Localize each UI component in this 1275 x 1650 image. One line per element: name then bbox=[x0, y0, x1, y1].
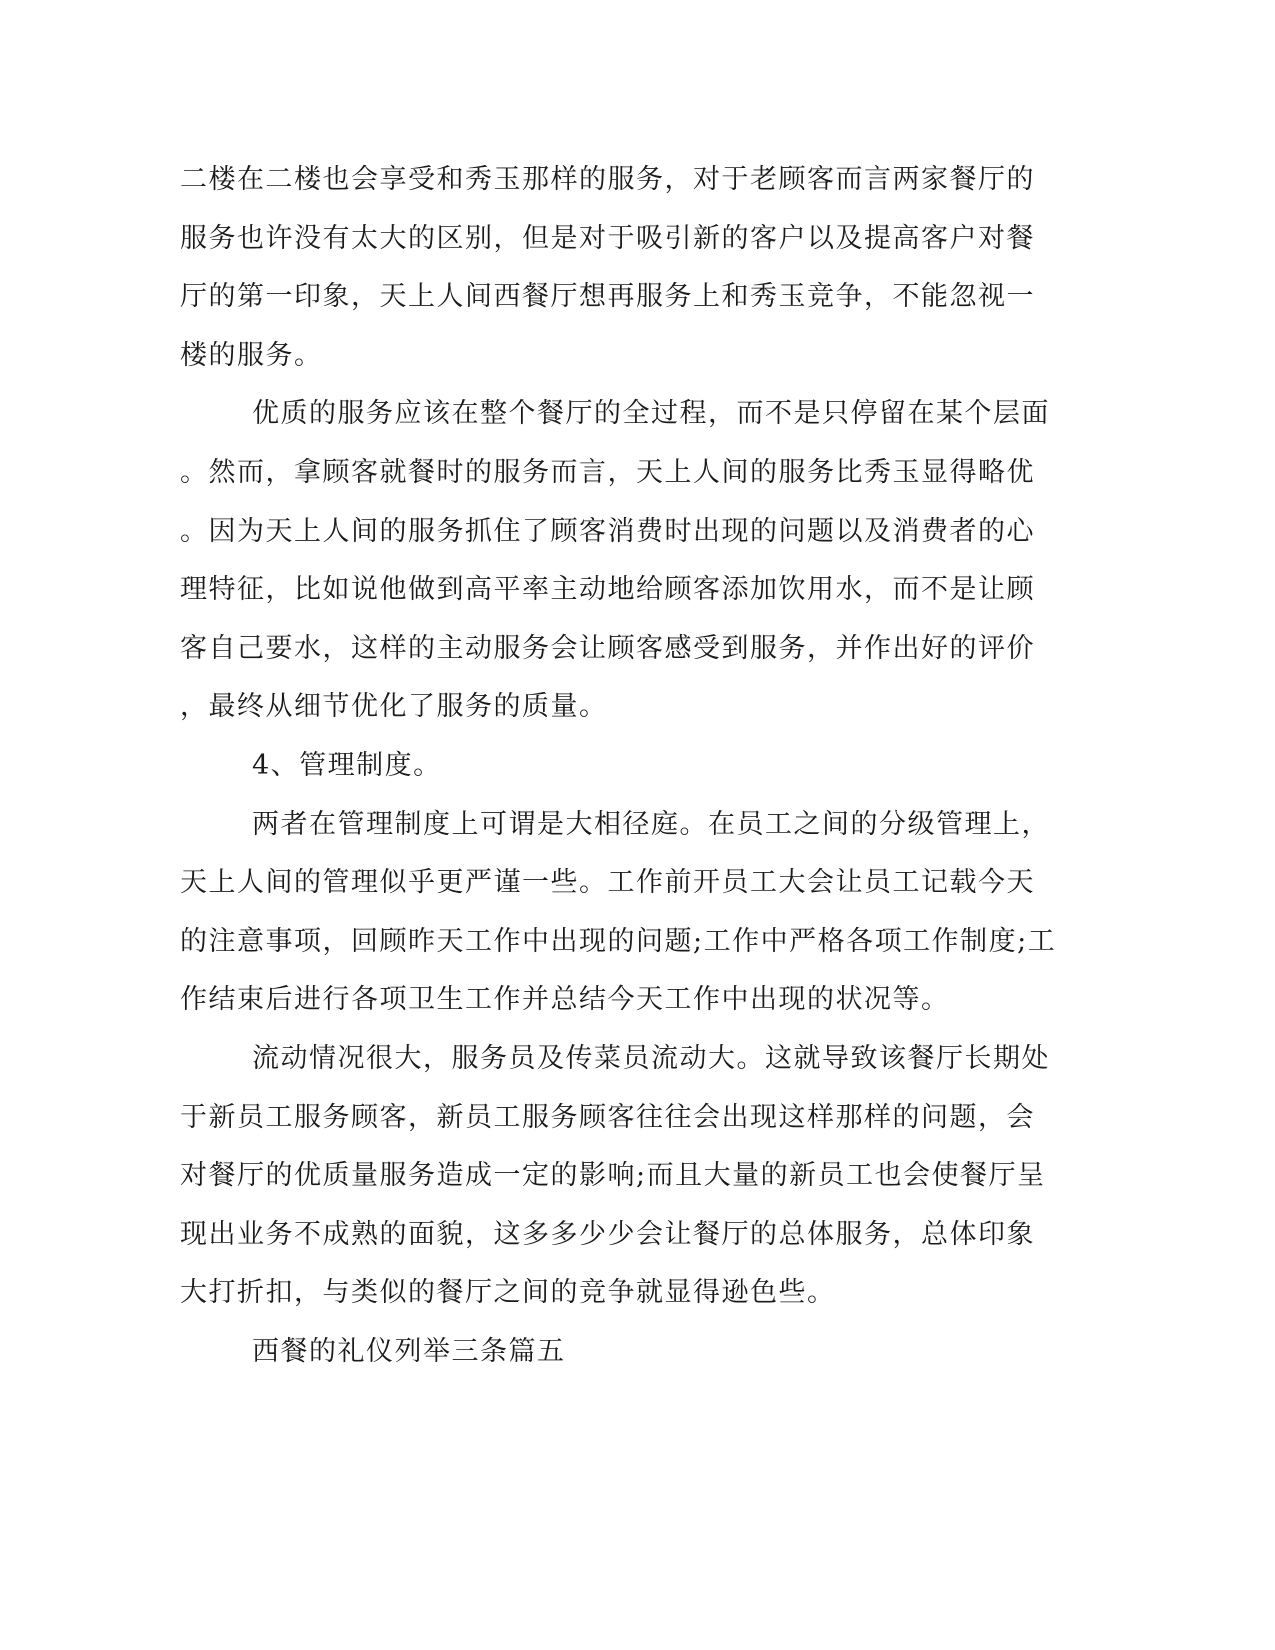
body-line: 楼的服务。 bbox=[180, 339, 323, 371]
body-line: 理特征，比如说他做到高平率主动地给顾客添加饮用水，而不是让顾 bbox=[180, 574, 1035, 606]
body-line: 对餐厅的优质量服务造成一定的影响;而且大量的新员工也会使餐厅呈 bbox=[180, 1160, 1046, 1192]
body-line: 。因为天上人间的服务抓住了顾客消费时出现的问题以及消费者的心 bbox=[180, 515, 1035, 547]
body-line: ，最终从细节优化了服务的质量。 bbox=[180, 691, 608, 723]
body-line: 厅的第一印象，天上人间西餐厅想再服务上和秀玉竞争，不能忽视一 bbox=[180, 281, 1035, 313]
body-line: 。然而，拿顾客就餐时的服务而言，天上人间的服务比秀玉显得略优 bbox=[180, 456, 1035, 488]
document-body bbox=[180, 151, 1057, 1381]
body-line: 服务也许没有太大的区别，但是对于吸引新的客户以及提高客户对餐 bbox=[180, 222, 1035, 254]
body-line: 大打折扣，与类似的餐厅之间的竞争就显得逊色些。 bbox=[180, 1277, 836, 1309]
paragraph-first-line: 两者在管理制度上可谓是大相径庭。在员工之间的分级管理上， bbox=[252, 808, 1050, 840]
section-heading: 4、管理制度。 bbox=[252, 749, 442, 781]
paragraph-first-line: 优质的服务应该在整个餐厅的全过程，而不是只停留在某个层面 bbox=[252, 398, 1050, 430]
body-line: 二楼在二楼也会享受和秀玉那样的服务，对于老顾客而言两家餐厅的 bbox=[180, 164, 1035, 195]
section-title: 西餐的礼仪列举三条篇五 bbox=[252, 1335, 566, 1367]
body-line: 的注意事项，回顾昨天工作中出现的问题;工作中严格各项工作制度;工 bbox=[180, 925, 1057, 957]
body-line: 作结束后进行各项卫生工作并总结今天工作中出现的状况等。 bbox=[180, 984, 950, 1016]
body-line: 客自己要水，这样的主动服务会让顾客感受到服务，并作出好的评价 bbox=[180, 632, 1035, 664]
body-line: 于新员工服务顾客，新员工服务顾客往往会出现这样那样的问题，会 bbox=[180, 1101, 1035, 1133]
body-line: 现出业务不成熟的面貌，这多多少少会让餐厅的总体服务，总体印象 bbox=[180, 1218, 1035, 1250]
body-line: 天上人间的管理似乎更严谨一些。工作前开员工大会让员工记载今天 bbox=[180, 867, 1035, 899]
paragraph-first-line: 流动情况很大，服务员及传菜员流动大。这就导致该餐厅长期处 bbox=[252, 1042, 1050, 1074]
